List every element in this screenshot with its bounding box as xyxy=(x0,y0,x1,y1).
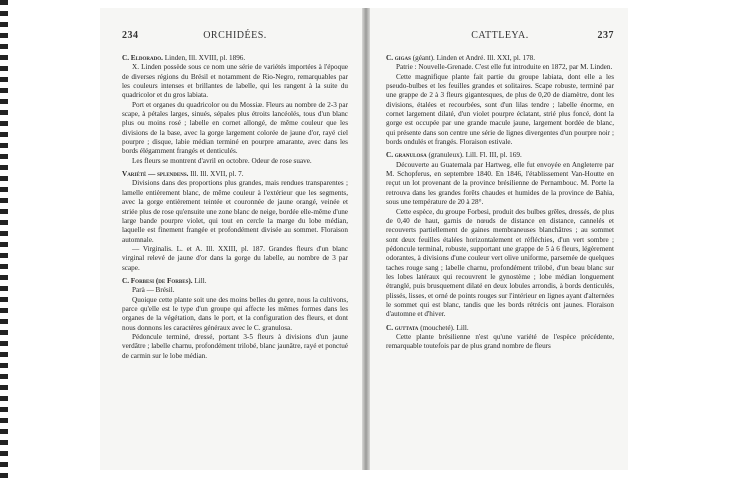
species-name: C. granulosa xyxy=(386,151,427,160)
species-entry xyxy=(386,324,614,333)
running-head: CATTLEYA. xyxy=(471,30,529,41)
species-name: C. Forbesi (de Forbes). xyxy=(122,276,193,285)
species-reference: (moucheté). Lill. xyxy=(420,323,469,332)
body-paragraph: Port et organes du quadricolor ou du Mossiæ. Fleurs au nombre de 2-3 par scape, à pétales larges, sinués, sépales plus étroits lancéolés, tous d'un blanc plus ou moins rosé ; labelle en cornet allongé, de même couleur que les divisions de la base, avec la gorge largement colorée de jaune d'or, rayé ciel pourpre ; disque, labie médian terminé en pourpre amarante, avec dans les bords élégamment frangés et denticulés. xyxy=(122,100,348,156)
running-head: ORCHIDÉES. xyxy=(203,30,267,41)
body-paragraph: Découverte au Guatemala par Hartweg, elle fut envoyée en Angleterre par M. Schopferus, en septembre 1840. En 1846, l'établissement Van-Houtte en reçut un lot provenant de la province brésilienne de Pernambouc. M. Porte la retrouva dans les grandes forêts chaudes et humides de la province de Bahia, sous une température de 20 à 28°. xyxy=(386,160,614,207)
body-paragraph: Pédoncule terminé, dressé, portant 3-5 fleurs à divisions d'un jaune verdâtre ; labelle charnu, profondément trilobé, blanc jaunâtre, rayé et ponctué de carmin sur le lobe médian. xyxy=(122,332,348,360)
body-paragraph: — Virginalis. L. et A. Ill. XXIII, pl. 187. Grandes fleurs d'un blanc virginal relevé de jaune d'or dans la gorge du labelle, au nombre de 3 par scape. xyxy=(122,244,348,272)
body-paragraph: Cette plante brésilienne n'est qu'une variété de l'espèce précédente, remarquable toutefois par de plus grand nombre de fleurs xyxy=(386,332,614,351)
book-gutter xyxy=(362,8,370,470)
body-paragraph: Divisions dans des proportions plus grandes, mais rendues transparentes ; lamelle entièrement blanc, de même couleur à l'extérieur que les segments, avec la gorge entièrement teintée et couronnée de jaune orangé, veinée et striée plus de rose qu'ensuite une zone blanc de neige, bordée elle-même d'une large bande pourpre violet, qui tout en cercle la marge du lobe médian, laquelle est finement frangée et profondément divisée au sommet. Floraison automnale. xyxy=(122,179,348,244)
left-page-text xyxy=(122,50,348,361)
species-entry xyxy=(386,151,614,160)
left-page xyxy=(100,8,362,470)
species-entry xyxy=(122,54,348,63)
species-reference: Linden, Ill. XVIII, pl. 1896. xyxy=(164,54,246,62)
species-reference: Lill. xyxy=(194,276,207,285)
species-name: C. Eldorado. xyxy=(122,54,163,62)
body-paragraph: Parà — Brésil. xyxy=(132,286,175,295)
page-number: 234 xyxy=(122,30,139,41)
body-paragraph: Patrie : Nouvelle-Grenade. C'est elle fut introduite en 1872, par M. Linden. xyxy=(396,63,613,72)
body-paragraph: Cette magnifique plante fait partie du groupe labiata, dont elle a les pseudo-bulbes et les feuilles grandes et solitaires. Scape robuste, terminé par une grappe de 2 à 3 fleurs gigantesques, de plus de 0,20 de diamètre, dont les divisions, étalées et recourbées, sont d'un lilas tendre ; labelle énorme, en cornet largement dilaté, d'un violet pourpre éclatant, strié plus foncé, dont la gorge est occupée par une grande macule jaune, largement bordée de blanc, qui présente dans son centre une série de lignes divergentes d'un pourpre noir ; bords ondulés et frangés. Floraison estivale. xyxy=(386,72,614,147)
right-page xyxy=(370,8,628,470)
species-entry xyxy=(386,54,614,63)
species-reference: (granuleux). Lill. Fl. III, pl. 169. xyxy=(428,151,522,160)
body-paragraph: Les fleurs se montrent d'avril en octobre. Odeur de rose suave. xyxy=(132,156,312,165)
species-name: C. gigas xyxy=(386,54,411,62)
body-paragraph: Quoique cette plante soit une des moins belles du genre, nous la cultivons, parce qu'elle est le type d'un groupe qui affecte les mêmes formes dans les organes de la végétation, dans le port, et la configuration des fleurs, et dont nous donnons les caractères généraux avec le C. granulosa. xyxy=(122,295,348,332)
species-name: C. guttata xyxy=(386,323,419,332)
species-reference: (géant). Linden et André. Ill. XXI, pl. 178. xyxy=(412,54,536,62)
body-paragraph: Cette espèce, du groupe Forbesi, produit des bulbes grêles, dressés, de plus de 0,40 de haut, garnis de nœuds de distance en distance, cannelés et recouverts partiellement de gaines membraneuses blanchâtres ; au sommet sont deux feuilles étalées horizontalement et réfléchies, d'un vert sombre ; pédoncule terminal, robuste, supportant une grappe de 5 à 6 fleurs, légèrement odorantes, à divisions d'une couleur vert olive uniforme, parsemée de quelques taches rouge sang ; labelle charnu, profondément trilobé, d'un beau blanc sur les lobes latéraux qui recouvrent le gynostème ; lobe médian longuement étranglé, puis brusquement dilaté en deux lobules arrondis, à bords denticulés, plissés, lisses, et orné de points rouges sur l'intérieur en lignes ayant d'alternées le sommet qui est blanc, tandis que les bords rétrécis ont jaunes. Floraison d'automne et d'hiver. xyxy=(386,207,614,319)
scan-edge-marks xyxy=(0,0,8,482)
species-entry xyxy=(122,170,348,179)
species-entry xyxy=(122,277,348,286)
species-name: Variété — splendens. xyxy=(122,170,189,179)
body-paragraph: X. Linden possède sous ce nom une série de variétés importées à l'époque de diverses régions du Brésil et notamment de Rio-Negro, remarquables par les couleurs intenses et brillantes de labelle, qui les rangent à la suite du quadricolor et du gros labiata. xyxy=(122,63,348,100)
species-reference: Ill. Ill. XVII, pl. 7. xyxy=(190,170,244,179)
right-page-text xyxy=(386,50,614,352)
page-number: 237 xyxy=(597,30,614,41)
